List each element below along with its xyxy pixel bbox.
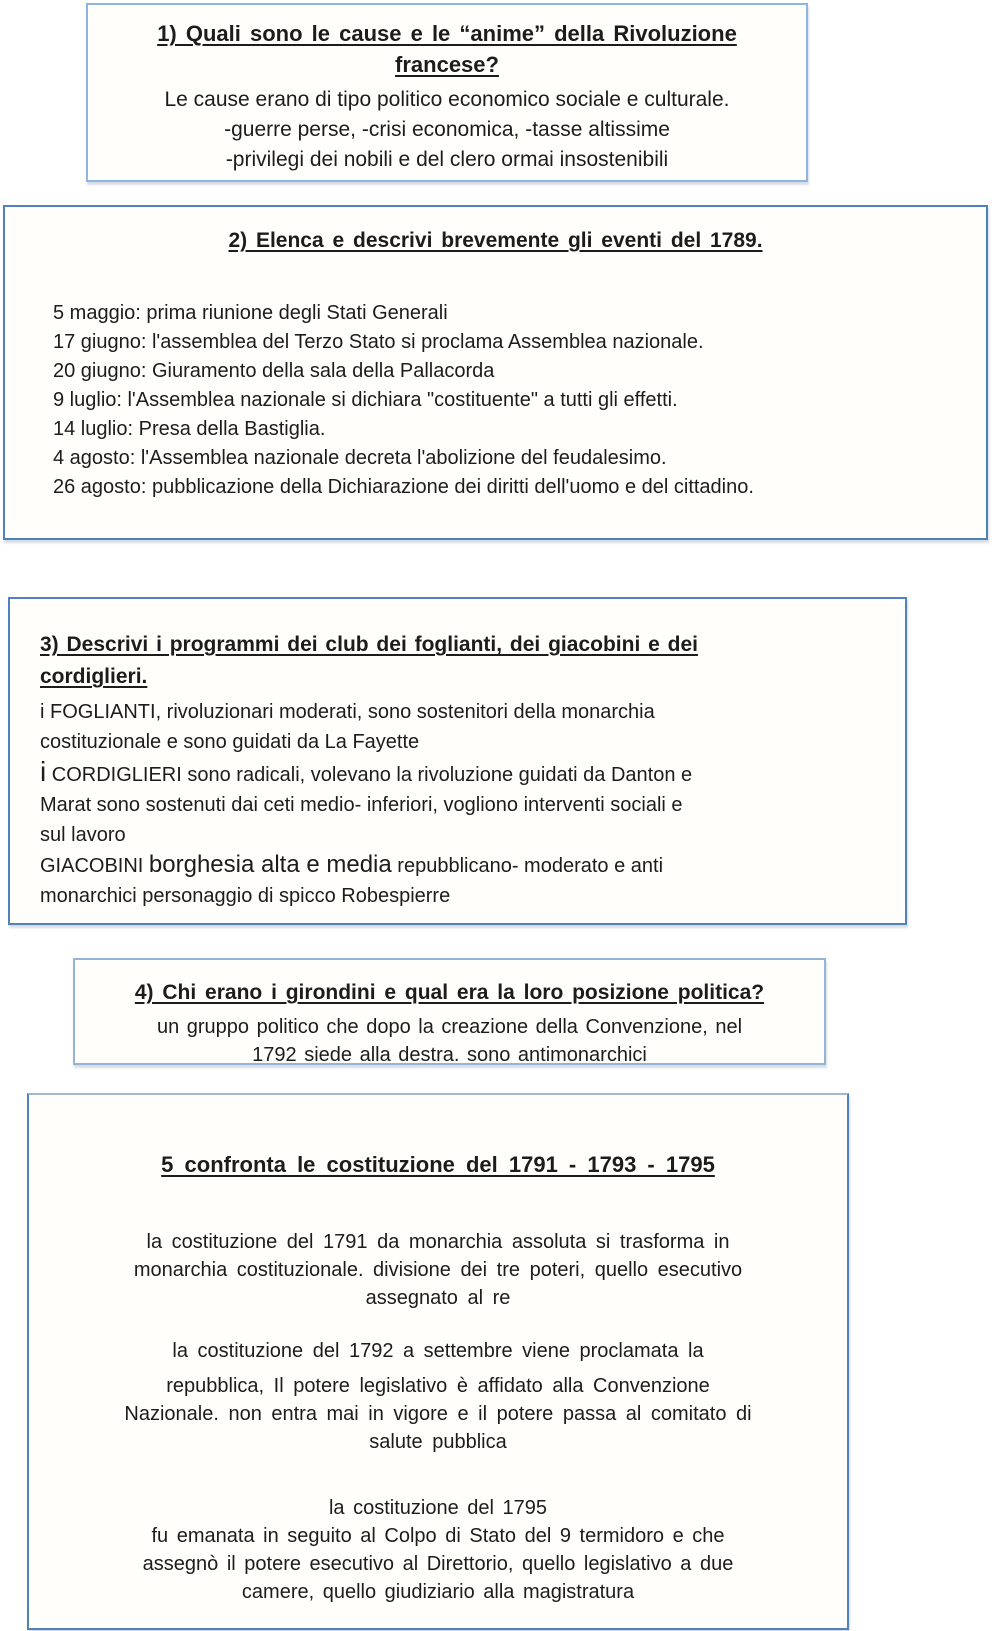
question-1-title-line-2: francese? xyxy=(395,52,499,77)
giacobini-line: monarchici personaggio di spicco Robespierre xyxy=(40,885,451,907)
question-4-box xyxy=(73,958,826,1065)
giacobini-line-1-text: repubblicano- moderato e anti xyxy=(391,855,664,877)
paragraph-line: la costituzione del 1791 da monarchia assoluta si trasforma in xyxy=(146,1231,730,1253)
question-5-title: 5 confronta le costituzione del 1791 - 1793 - 1795 xyxy=(161,1152,715,1177)
answer-line: 1792 siede alla destra. sono antimonarchici xyxy=(252,1044,647,1066)
cordiglieri-line: sul lavoro xyxy=(40,824,126,846)
paragraph-line: assegnò il potere esecutivo al Direttorio, quello legislativo a due xyxy=(142,1553,734,1575)
question-4-answer xyxy=(75,1013,824,1069)
answer-line: -guerre perse, -crisi economica, -tasse altissime xyxy=(224,118,670,141)
answer-line: -privilegi dei nobili e del clero ormai insostenibili xyxy=(225,148,669,171)
foglianti-line: i FOGLIANTI, rivoluzionari moderati, sono sostenitori della monarchia xyxy=(40,701,655,723)
cordiglieri-line-1-text: CORDIGLIERI sono radicali, volevano la rivoluzione guidati da Danton e xyxy=(46,764,693,786)
constitution-1792-paragraph xyxy=(29,1372,847,1456)
question-3-box xyxy=(8,597,907,925)
paragraph-line: camere, quello giudiziario alla magistratura xyxy=(241,1581,635,1603)
question-4-title: 4) Chi erano i girondini e qual era la loro posizione politica? xyxy=(134,981,765,1004)
question-1-box xyxy=(86,3,808,182)
constitution-1795-paragraph xyxy=(29,1494,847,1606)
question-3-title-line-2: cordiglieri. xyxy=(40,665,148,688)
paragraph-line: salute pubblica xyxy=(369,1431,507,1453)
foglianti-line: costituzionale e sono guidati da La Fayette xyxy=(40,731,420,753)
constitution-1792-intro: la costituzione del 1792 a settembre viene proclamata la xyxy=(172,1340,704,1362)
event-item: 5 maggio: prima riunione degli Stati Generali xyxy=(53,302,448,324)
paragraph-line: repubblica, Il potere legislativo è affidato alla Convenzione xyxy=(166,1375,710,1397)
cordiglieri-big-i: i xyxy=(40,756,47,787)
giacobini-big-text: borghesia alta e media xyxy=(148,851,392,878)
event-item: 26 agosto: pubblicazione della Dichiarazione dei diritti dell'uomo e del cittadino. xyxy=(53,476,754,498)
event-item: 17 giugno: l'assemblea del Terzo Stato si proclama Assemblea nazionale. xyxy=(53,331,704,353)
cordiglieri-line: Marat sono sostenuti dai ceti medio- inferiori, vogliono interventi sociali e xyxy=(40,794,683,816)
giacobini-line xyxy=(40,850,869,881)
giacobini-lead: GIACOBINI xyxy=(40,855,149,877)
question-3-answer xyxy=(40,697,869,911)
event-item: 9 luglio: l'Assemblea nazionale si dichiara "costituente" a tutti gli effetti. xyxy=(53,389,678,411)
question-3-title xyxy=(40,629,869,693)
event-item: 20 giugno: Giuramento della sala della Pallacorda xyxy=(53,360,495,382)
question-5-box xyxy=(27,1093,849,1630)
cordiglieri-line xyxy=(40,757,869,790)
question-2-event-list xyxy=(5,299,986,502)
question-1-answer xyxy=(88,85,806,175)
question-2-box xyxy=(3,205,988,540)
paragraph-line: Nazionale. non entra mai in vigore e il potere passa al comitato di xyxy=(124,1403,752,1425)
paragraph-line: la costituzione del 1795 xyxy=(328,1497,548,1519)
constitution-1791-paragraph xyxy=(29,1228,847,1312)
question-1-title-line-1: 1) Quali sono le cause e le “anime” della Rivoluzione xyxy=(157,21,737,46)
question-2-title: 2) Elenca e descrivi brevemente gli eventi del 1789. xyxy=(228,229,763,252)
paragraph-line: assegnato al re xyxy=(365,1287,511,1309)
event-item: 14 luglio: Presa della Bastiglia. xyxy=(53,418,326,440)
paragraph-line: fu emanata in seguito al Colpo di Stato del 9 termidoro e che xyxy=(151,1525,725,1547)
paragraph-line: monarchia costituzionale. divisione dei tre poteri, quello esecutivo xyxy=(133,1259,743,1281)
answer-line: Le cause erano di tipo politico economico sociale e culturale. xyxy=(164,88,730,111)
event-item: 4 agosto: l'Assemblea nazionale decreta l'abolizione del feudalesimo. xyxy=(53,447,667,469)
answer-line: un gruppo politico che dopo la creazione della Convenzione, nel xyxy=(156,1016,743,1038)
question-3-title-line-1: 3) Descrivi i programmi dei club dei foglianti, dei giacobini e dei xyxy=(40,633,698,656)
question-1-title xyxy=(88,18,806,80)
